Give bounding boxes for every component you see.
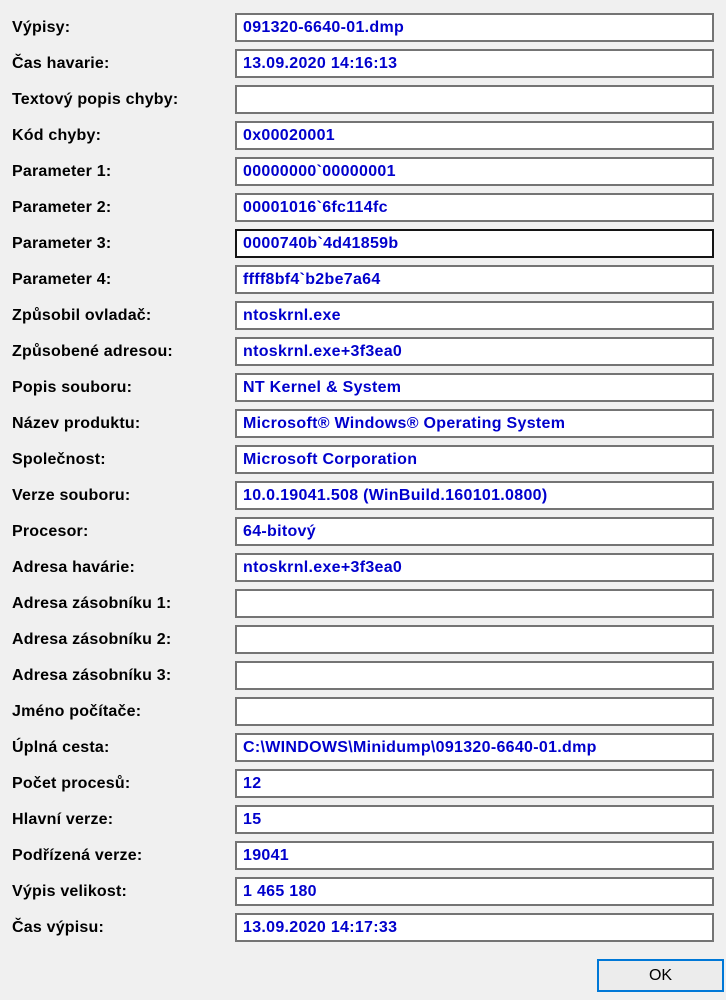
property-row xyxy=(12,553,726,582)
property-row xyxy=(12,13,726,42)
property-row xyxy=(12,409,726,438)
property-label: Kód chyby: xyxy=(12,126,102,144)
property-label: Adresa zásobníku 3: xyxy=(12,666,172,684)
property-value-field[interactable] xyxy=(235,625,714,654)
property-label: Textový popis chyby: xyxy=(12,90,179,108)
property-row xyxy=(12,301,726,330)
property-value-field[interactable]: C:\WINDOWS\Minidump\091320-6640-01.dmp xyxy=(235,733,714,762)
property-value-field[interactable]: 0x00020001 xyxy=(235,121,714,150)
property-row xyxy=(12,805,726,834)
property-label: Společnost: xyxy=(12,450,106,468)
property-row xyxy=(12,49,726,78)
property-label: Čas havarie: xyxy=(12,54,110,72)
property-label: Podřízená verze: xyxy=(12,846,143,864)
property-value-field[interactable]: 1 465 180 xyxy=(235,877,714,906)
property-label: Jméno počítače: xyxy=(12,702,142,720)
property-label: Parameter 2: xyxy=(12,198,112,216)
property-row xyxy=(12,337,726,366)
property-row xyxy=(12,157,726,186)
property-label: Způsobil ovladač: xyxy=(12,306,152,324)
property-row xyxy=(12,625,726,654)
property-value-field[interactable]: 091320-6640-01.dmp xyxy=(235,13,714,42)
property-row xyxy=(12,877,726,906)
property-value-field[interactable]: 19041 xyxy=(235,841,714,870)
property-label: Adresa zásobníku 2: xyxy=(12,630,172,648)
property-value-field[interactable]: 0000740b`4d41859b xyxy=(235,229,714,258)
property-row xyxy=(12,841,726,870)
property-label: Název produktu: xyxy=(12,414,141,432)
property-label: Čas výpisu: xyxy=(12,918,105,936)
property-label: Způsobené adresou: xyxy=(12,342,173,360)
property-value-field[interactable]: ffff8bf4`b2be7a64 xyxy=(235,265,714,294)
property-label: Procesor: xyxy=(12,522,89,540)
property-label: Popis souboru: xyxy=(12,378,133,396)
property-row xyxy=(12,85,726,114)
property-value-field[interactable]: ntoskrnl.exe xyxy=(235,301,714,330)
property-value-field[interactable]: 13.09.2020 14:17:33 xyxy=(235,913,714,942)
property-value-field[interactable]: 10.0.19041.508 (WinBuild.160101.0800) xyxy=(235,481,714,510)
property-row xyxy=(12,121,726,150)
property-value-field[interactable]: 13.09.2020 14:16:13 xyxy=(235,49,714,78)
property-row xyxy=(12,229,726,258)
property-row xyxy=(12,589,726,618)
property-label: Parameter 1: xyxy=(12,162,112,180)
property-row xyxy=(12,373,726,402)
property-row xyxy=(12,265,726,294)
property-value-field[interactable] xyxy=(235,85,714,114)
property-row xyxy=(12,481,726,510)
property-row xyxy=(12,697,726,726)
property-row xyxy=(12,769,726,798)
property-label: Verze souboru: xyxy=(12,486,131,504)
property-value-field[interactable] xyxy=(235,661,714,690)
property-row xyxy=(12,661,726,690)
property-label: Adresa havárie: xyxy=(12,558,136,576)
property-value-field[interactable]: 00000000`00000001 xyxy=(235,157,714,186)
property-value-field[interactable]: 64-bitový xyxy=(235,517,714,546)
property-label: Výpisy: xyxy=(12,18,71,36)
property-label: Parameter 3: xyxy=(12,234,112,252)
property-row xyxy=(12,733,726,762)
property-label: Počet procesů: xyxy=(12,774,131,792)
property-row xyxy=(12,517,726,546)
property-value-field[interactable] xyxy=(235,589,714,618)
property-label: Adresa zásobníku 1: xyxy=(12,594,172,612)
property-value-field[interactable]: NT Kernel & System xyxy=(235,373,714,402)
property-value-field[interactable]: 15 xyxy=(235,805,714,834)
property-value-field[interactable]: 00001016`6fc114fc xyxy=(235,193,714,222)
ok-button[interactable]: OK xyxy=(597,959,724,992)
property-row xyxy=(12,913,726,942)
property-value-field[interactable]: Microsoft Corporation xyxy=(235,445,714,474)
property-row xyxy=(12,445,726,474)
property-value-field[interactable] xyxy=(235,697,714,726)
property-value-field[interactable]: 12 xyxy=(235,769,714,798)
property-label: Výpis velikost: xyxy=(12,882,128,900)
property-value-field[interactable]: Microsoft® Windows® Operating System xyxy=(235,409,714,438)
property-label: Hlavní verze: xyxy=(12,810,114,828)
property-value-field[interactable]: ntoskrnl.exe+3f3ea0 xyxy=(235,553,714,582)
property-value-field[interactable]: ntoskrnl.exe+3f3ea0 xyxy=(235,337,714,366)
property-row xyxy=(12,193,726,222)
property-label: Úplná cesta: xyxy=(12,738,110,756)
property-label: Parameter 4: xyxy=(12,270,112,288)
properties-form xyxy=(12,13,726,942)
